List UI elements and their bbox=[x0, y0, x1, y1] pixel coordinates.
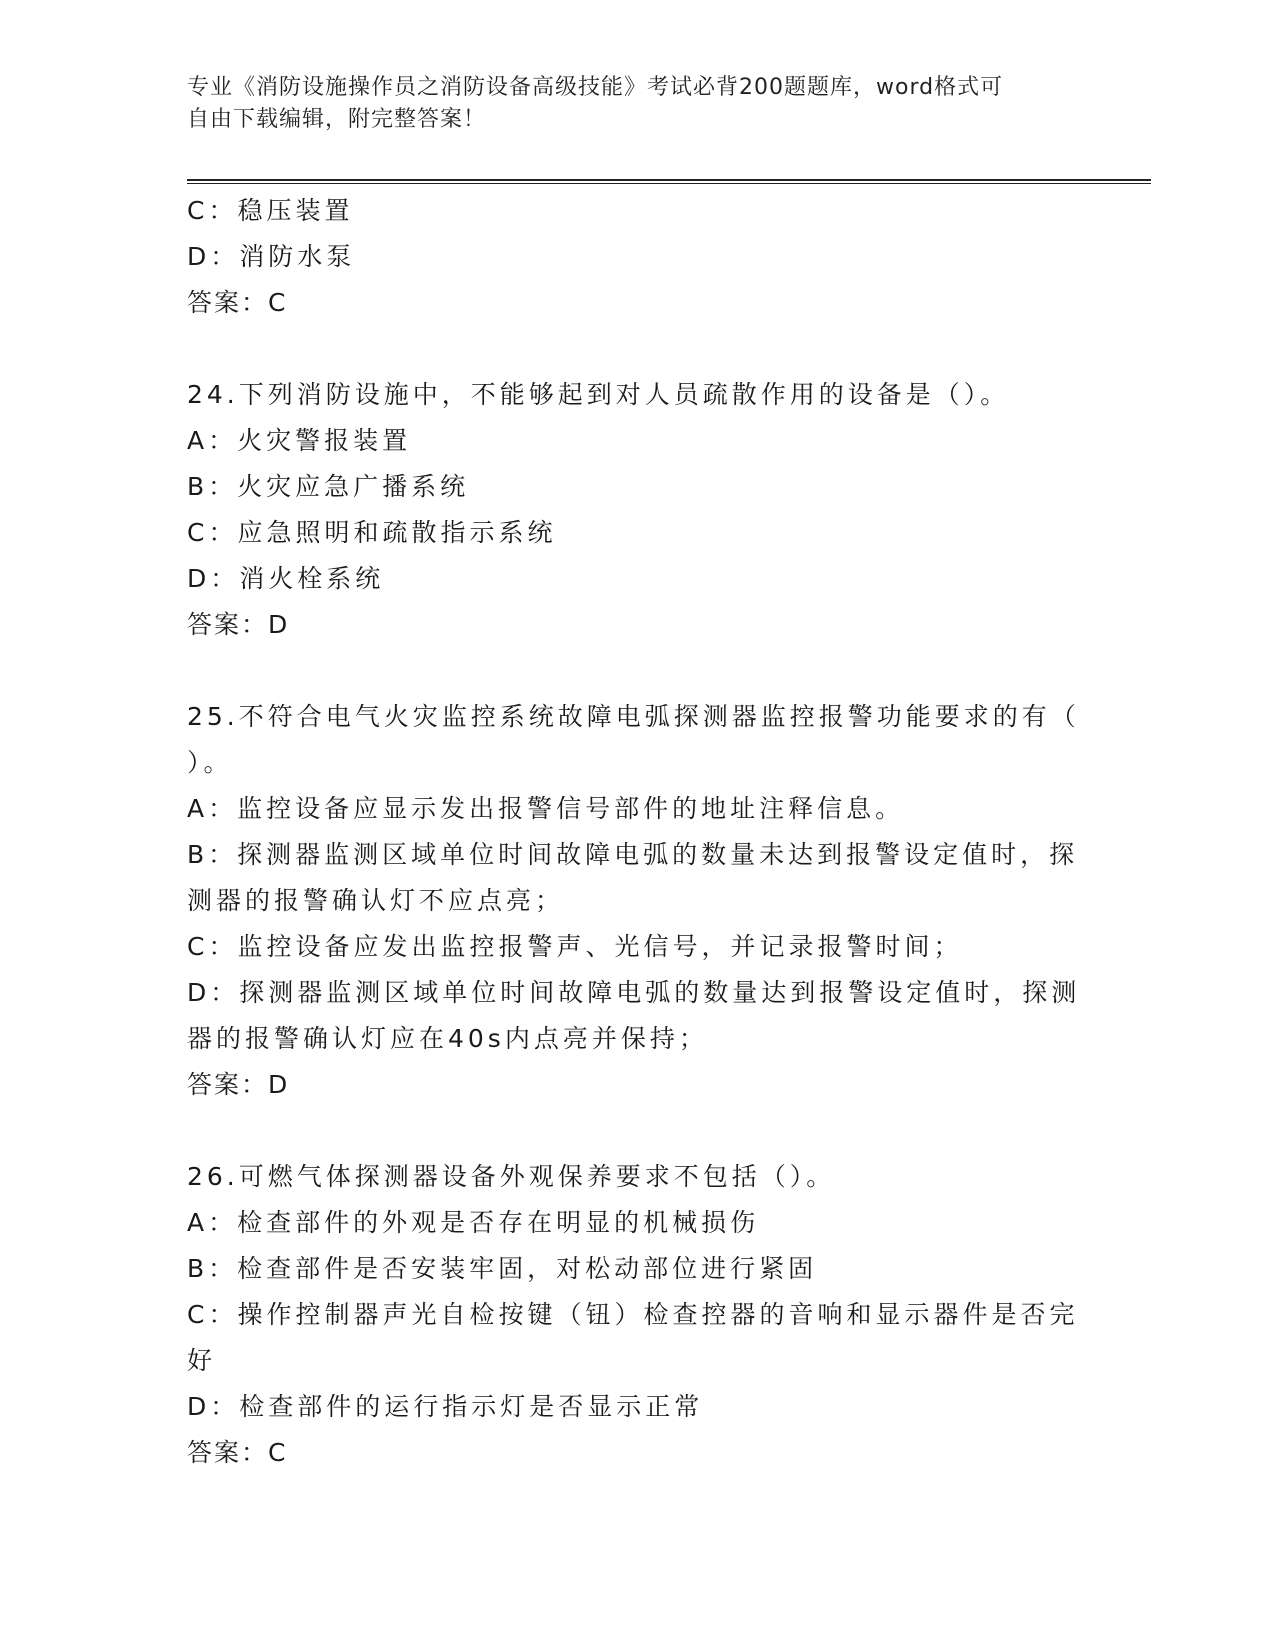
option-c: C：监控设备应发出监控报警声、光信号，并记录报警时间； bbox=[187, 932, 963, 961]
option-b: B：火灾应急广播系统 bbox=[187, 472, 470, 501]
option-c: C：应急照明和疏散指示系统 bbox=[187, 518, 557, 547]
option-c: C：稳压装置 bbox=[187, 196, 354, 225]
option-a: A：检查部件的外观是否存在明显的机械损伤 bbox=[187, 1208, 760, 1237]
question-list bbox=[187, 188, 1087, 1476]
answer-line: 答案：D bbox=[187, 610, 290, 639]
spacer bbox=[187, 648, 1087, 694]
option-b-line-2: 测器的报警确认灯不应点亮； bbox=[187, 886, 565, 915]
question-stem: 26.可燃气体探测器设备外观保养要求不包括（）。 bbox=[187, 1162, 836, 1191]
header-title-line-2: 自由下载编辑，附完整答案！ bbox=[187, 107, 487, 132]
option-b-line-1: B：探测器监测区域单位时间故障电弧的数量未达到报警设定值时，探 bbox=[187, 840, 1079, 869]
header-divider-thin bbox=[187, 183, 1151, 184]
header-title-line-1: 专业《消防设施操作员之消防设备高级技能》考试必背200题题库，word格式可 bbox=[187, 75, 1004, 100]
option-c-line-1: C：操作控制器声光自检按键（钮）检查控器的音响和显示器件是否完 bbox=[187, 1300, 1079, 1329]
option-d-line-2: 器的报警确认灯应在40s内点亮并保持； bbox=[187, 1024, 708, 1053]
option-c-line-2: 好 bbox=[187, 1346, 217, 1375]
answer-line: 答案：C bbox=[187, 288, 288, 317]
option-d: D：消防水泵 bbox=[187, 242, 356, 271]
question-stem: 24.下列消防设施中，不能够起到对人员疏散作用的设备是（）。 bbox=[187, 380, 1010, 409]
header-divider-thick bbox=[187, 179, 1151, 181]
question-block-26 bbox=[187, 1154, 1087, 1476]
option-d: D：检查部件的运行指示灯是否显示正常 bbox=[187, 1392, 704, 1421]
spacer bbox=[187, 1108, 1087, 1154]
option-a: A：监控设备应显示发出报警信号部件的地址注释信息。 bbox=[187, 794, 905, 823]
question-block-previous bbox=[187, 188, 1087, 326]
question-stem-line-1: 25.不符合电气火灾监控系统故障电弧探测器监控报警功能要求的有（ bbox=[187, 702, 1080, 731]
question-block-25 bbox=[187, 694, 1087, 1108]
spacer bbox=[187, 326, 1087, 372]
option-b: B：检查部件是否安装牢固，对松动部位进行紧固 bbox=[187, 1254, 818, 1283]
question-block-24 bbox=[187, 372, 1087, 648]
question-stem-line-2: ）。 bbox=[187, 748, 233, 777]
option-d-line-1: D：探测器监测区域单位时间故障电弧的数量达到报警设定值时，探测 bbox=[187, 978, 1081, 1007]
option-d: D：消火栓系统 bbox=[187, 564, 385, 593]
answer-line: 答案：D bbox=[187, 1070, 290, 1099]
document-header bbox=[187, 72, 1067, 136]
answer-line: 答案：C bbox=[187, 1438, 288, 1467]
option-a: A：火灾警报装置 bbox=[187, 426, 412, 455]
